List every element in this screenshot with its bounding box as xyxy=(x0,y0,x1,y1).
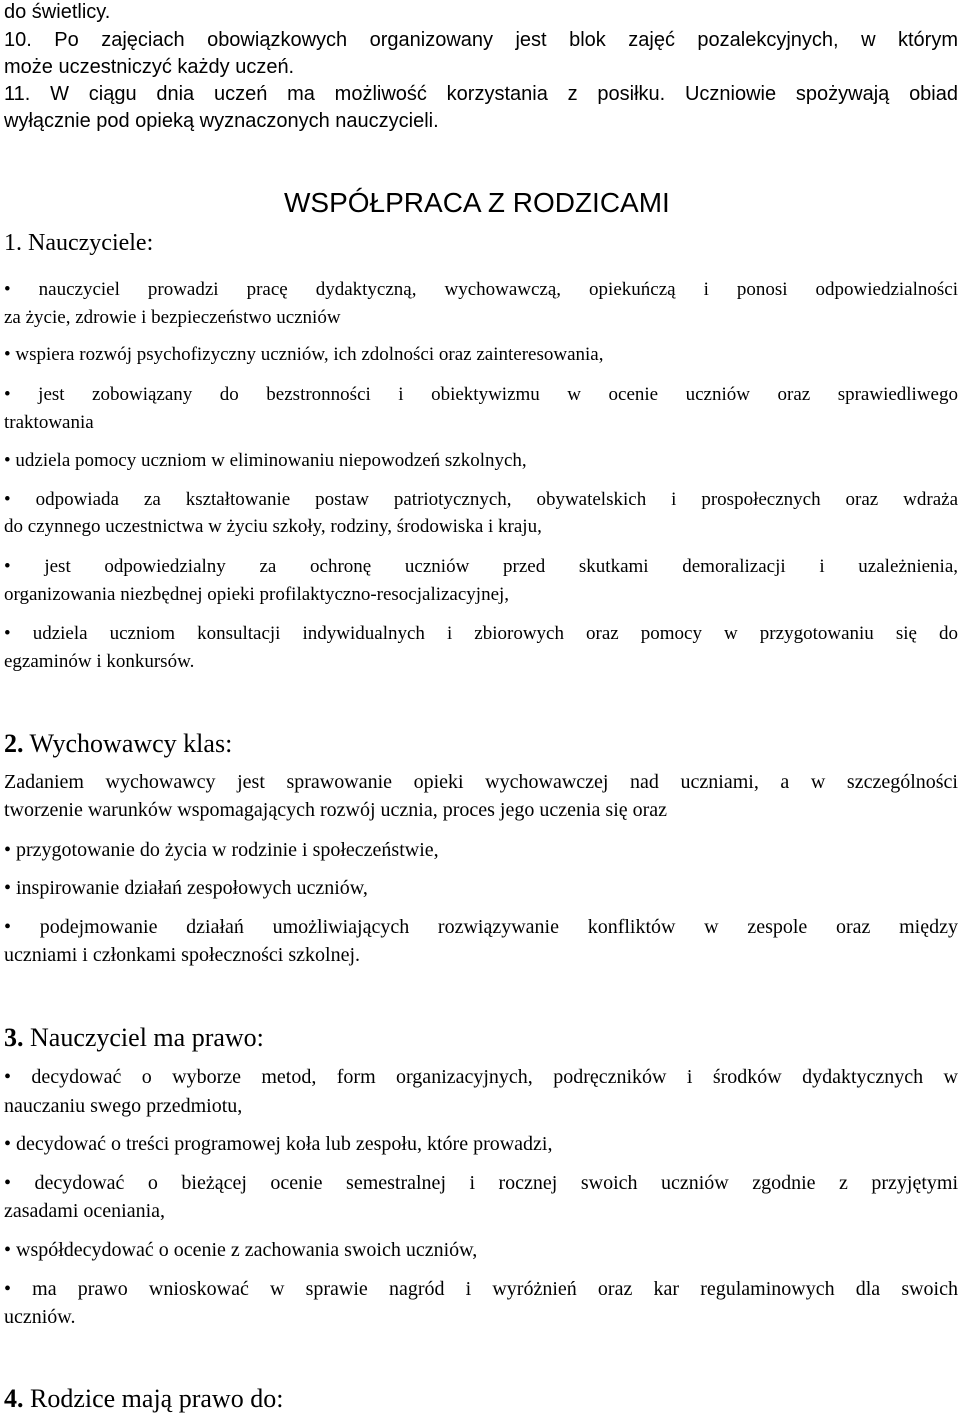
text-line: 10. Po zajęciach obowiązkowych organizowany jest blok zajęć pozalekcyjnych, w którym xyxy=(4,29,958,51)
bullet-line: • odpowiada za kształtowanie postaw patriotycznych, obywatelskich i prospołecznych oraz wdraża xyxy=(4,489,958,510)
section-heading xyxy=(4,1025,264,1051)
bullet-line: uczniów. xyxy=(4,1306,76,1328)
bullet-line: traktowania xyxy=(4,412,94,433)
bullet-line: • przygotowanie do życia w rodzinie i społeczeństwie, xyxy=(4,839,439,861)
bullet-line: • podejmowanie działań umożliwiających rozwiązywanie konfliktów w zespole oraz między xyxy=(4,916,958,938)
bullet-line: • ma prawo wnioskować w sprawie nagród i wyróżnień oraz kar regulaminowych dla swoich xyxy=(4,1278,958,1300)
bullet-line: organizowania niezbędnej opieki profilaktyczno-resocjalizacyjnej, xyxy=(4,584,510,605)
bullet-line: • decydować o treści programowej koła lub zespołu, które prowadzi, xyxy=(4,1133,553,1155)
heading-number: 2. xyxy=(4,729,24,758)
bullet-line: do czynnego uczestnictwa w życiu szkoły, rodziny, środowiska i kraju, xyxy=(4,516,542,537)
bullet-line: nauczaniu swego przedmiotu, xyxy=(4,1095,243,1117)
heading-number: 4. xyxy=(4,1384,24,1413)
bullet-line: egzaminów i konkursów. xyxy=(4,651,195,672)
bullet-line: • udziela uczniom konsultacji indywidualnych i zbiorowych oraz pomocy w przygotowaniu się do xyxy=(4,623,958,644)
bullet-line: • nauczyciel prowadzi pracę dydaktyczną, wychowawczą, opiekuńczą i ponosi odpowiedzialności xyxy=(4,279,958,300)
heading-text: Nauczyciel ma prawo: xyxy=(23,1023,264,1052)
paragraph-line: Zadaniem wychowawcy jest sprawowanie opieki wychowawczej nad uczniami, a w szczególności xyxy=(4,771,958,793)
bullet-line: • decydować o wyborze metod, form organizacyjnych, podręczników i środków dydaktycznych w xyxy=(4,1066,958,1088)
bullet-line: • decydować o bieżącej ocenie semestralnej i rocznej swoich uczniów zgodnie z przyjętymi xyxy=(4,1172,958,1194)
paragraph-line: tworzenie warunków wspomagających rozwój ucznia, proces jego uczenia się oraz xyxy=(4,799,668,821)
bullet-line: zasadami oceniania, xyxy=(4,1200,166,1222)
text-line: do świetlicy. xyxy=(4,1,111,23)
section-heading xyxy=(4,731,232,757)
bullet-line: uczniami i członkami społeczności szkolnej. xyxy=(4,944,360,966)
section-title: WSPÓŁPRACA Z RODZICAMI xyxy=(284,187,670,218)
bullet-line: za życie, zdrowie i bezpieczeństwo uczniów xyxy=(4,307,341,328)
bullet-line: • udziela pomocy uczniom w eliminowaniu niepowodzeń szkolnych, xyxy=(4,450,527,471)
section-heading xyxy=(4,1386,283,1412)
bullet-line: • jest odpowiedzialny za ochronę uczniów przed skutkami demoralizacji i uzależnienia, xyxy=(4,556,958,577)
text-line: 11. W ciągu dnia uczeń ma możliwość korzystania z posiłku. Uczniowie spożywają obiad xyxy=(4,83,958,105)
bullet-line: • jest zobowiązany do bezstronności i obiektywizmu w ocenie uczniów oraz sprawiedliwego xyxy=(4,384,958,405)
heading-text: Wychowawcy klas: xyxy=(23,729,233,758)
section-heading: 1. Nauczyciele: xyxy=(4,230,154,256)
text-line: może uczestniczyć każdy uczeń. xyxy=(4,56,295,78)
bullet-line: • współdecydować o ocenie z zachowania swoich uczniów, xyxy=(4,1239,478,1261)
bullet-line: • wspiera rozwój psychofizyczny uczniów, ich zdolności oraz zainteresowania, xyxy=(4,344,604,365)
heading-number: 3. xyxy=(4,1023,24,1052)
bullet-line: • inspirowanie działań zespołowych uczniów, xyxy=(4,877,368,899)
heading-text: Rodzice mają prawo do: xyxy=(23,1384,284,1413)
text-line: wyłącznie pod opieką wyznaczonych nauczycieli. xyxy=(4,110,439,132)
